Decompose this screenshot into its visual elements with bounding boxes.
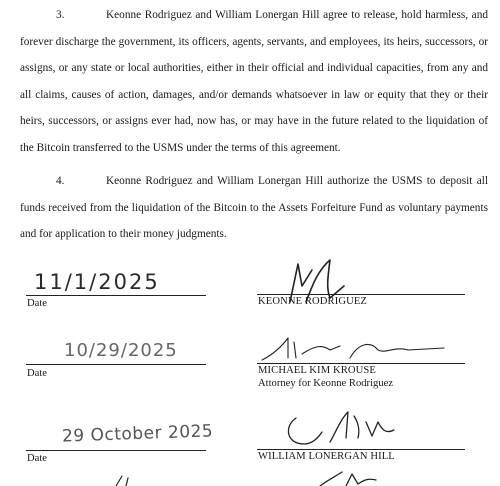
handwritten-date: 10/29/2025 (64, 340, 178, 361)
date-label: Date (27, 368, 47, 379)
signer-title: Attorney for Keonne Rodriguez (258, 378, 394, 389)
date-label: Date (27, 453, 47, 464)
paragraph-text: Keonne Rodriguez and William Lonergan Hill agree to release, hold harmless, and forever discharge the government, its officers, agents, servants, and employees, its heirs, successors, or assigns, or any state or local authorities, either in their official and individual capacities, from any and all claims, causes of action, damages, and/or demands whatsoever in law or equity that they or their heirs, successors, or assigns ever had, now has, or may have in the future related to the liquidation of the Bitcoin transferred to the USMS under the terms of this agreement. (20, 9, 488, 154)
handwritten-signature-hill (282, 408, 412, 452)
signature-line (257, 363, 465, 364)
signature-line (257, 294, 465, 295)
handwritten-signature-krouse (258, 336, 448, 366)
paragraph-text: Keonne Rodriguez and William Lonergan Hill authorize the USMS to deposit all funds received from the liquidation of the Bitcoin to the Assets Forfeiture Fund as voluntary payments and for application to their money judgments. (20, 175, 488, 240)
signature-line (257, 449, 465, 450)
signer-name: WILLIAM LONERGAN HILL (258, 451, 395, 462)
handwritten-date: 29 October 2025 (61, 421, 214, 447)
paragraph-4 (20, 168, 488, 248)
signer-name: KEONNE RODRIGUEZ (258, 296, 367, 307)
handwriting-fragment (318, 470, 378, 486)
signer-name: MICHAEL KIM KROUSE (258, 365, 376, 376)
handwritten-date: 11/1/2025 (34, 270, 160, 294)
paragraph-3 (20, 2, 488, 161)
date-line (26, 364, 206, 365)
date-line (26, 295, 206, 296)
date-line (26, 450, 206, 451)
paragraph-number: 4. (56, 175, 65, 187)
handwriting-fragment (110, 472, 140, 486)
paragraph-number: 3. (56, 9, 65, 21)
date-label: Date (27, 298, 47, 309)
